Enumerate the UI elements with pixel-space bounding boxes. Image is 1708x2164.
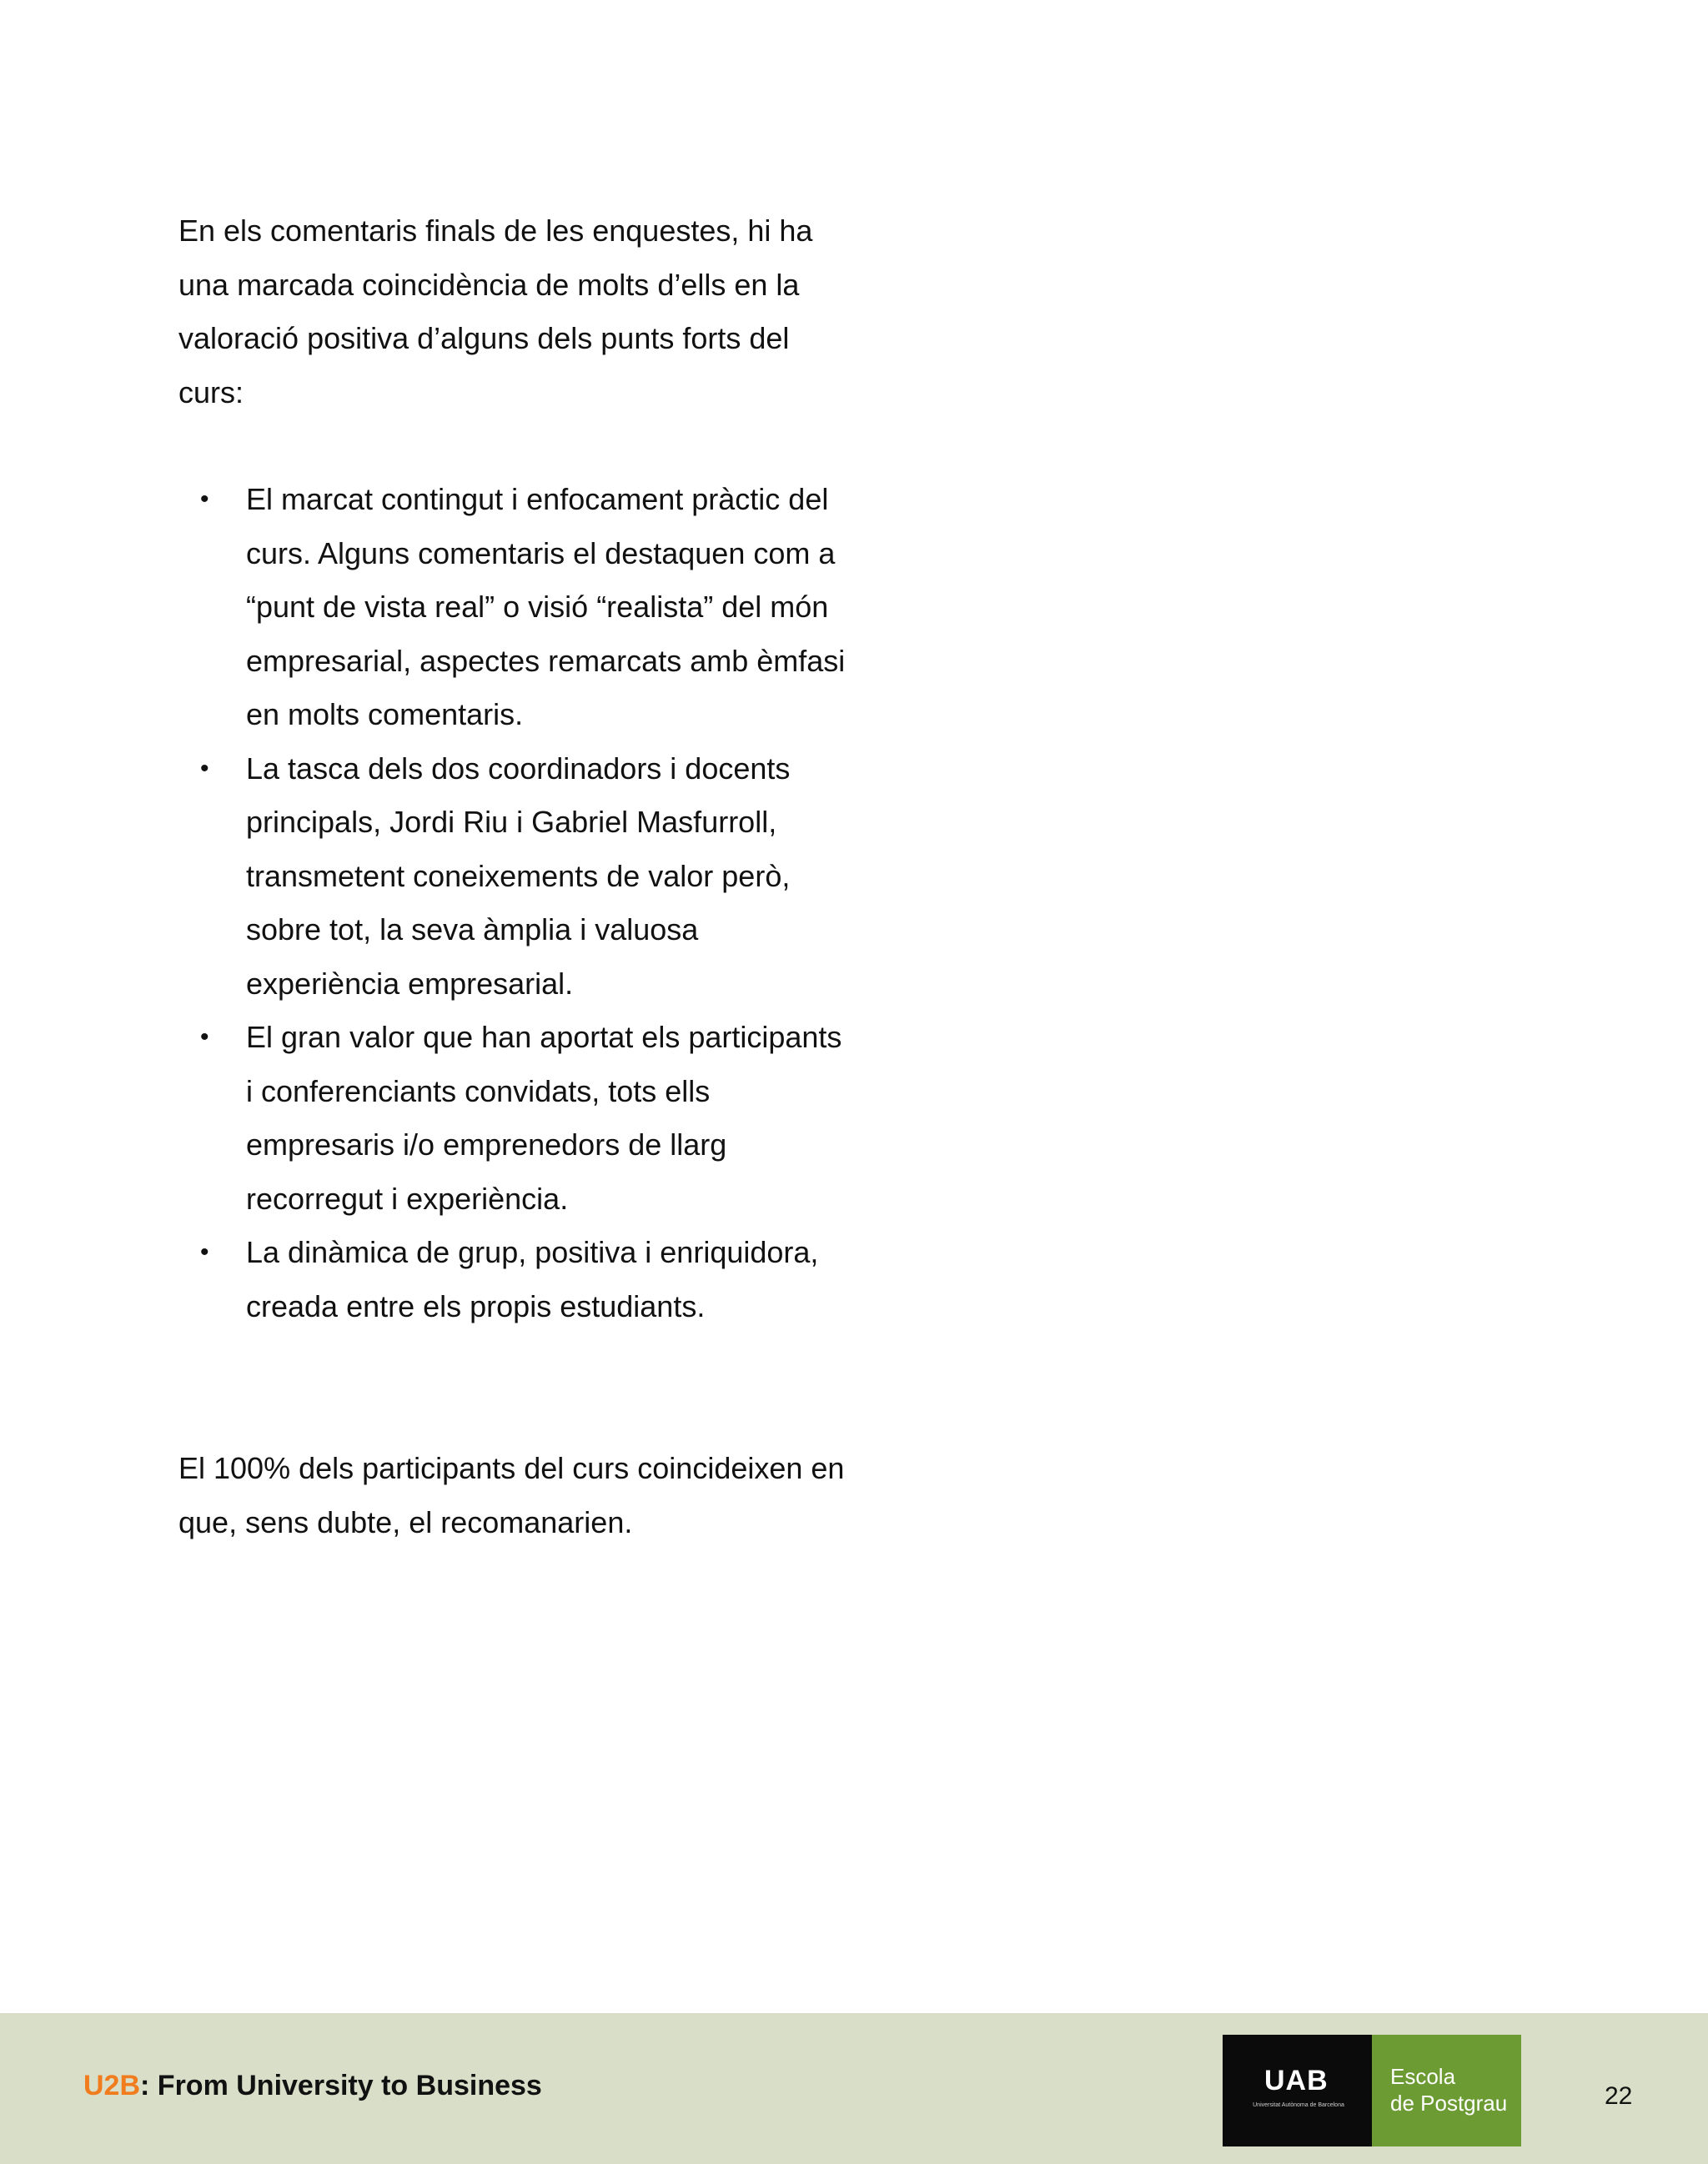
strengths-list — [178, 473, 846, 1333]
page-number: 22 — [1605, 2082, 1633, 2110]
list-item — [178, 1226, 846, 1333]
spacer — [178, 1333, 846, 1442]
list-item-text: El gran valor que han aportat els participants i conferenciants convidats, tots ells empresaris i/o emprenedors de llarg recorregut i experiència. — [246, 1020, 842, 1216]
bullet-icon: • — [200, 754, 209, 782]
list-item — [178, 473, 846, 742]
uab-logo-block — [1223, 2035, 1372, 2146]
list-item-text: El marcat contingut i enfocament pràctic del curs. Alguns comentaris el destaquen com a “punt de vista real” o visió “realista” del món empresarial, aspectes remarcats amb èmfasi en molts comentaris. — [246, 482, 846, 731]
page-footer — [0, 2013, 1708, 2164]
list-item-text: La dinàmica de grup, positiva i enriquidora, creada entre els propis estudiants. — [246, 1235, 819, 1323]
list-item-text: La tasca dels dos coordinadors i docents principals, Jordi Riu i Gabriel Masfurroll, transmetent coneixements de valor però, sobre tot, la seva àmplia i valuosa experiència empresarial. — [246, 751, 791, 1001]
intro-paragraph: En els comentaris finals de les enquestes, hi ha una marcada coincidència de molts d’ells en la valoració positiva d’alguns dels punts forts del curs: — [178, 213, 813, 409]
uab-escola-postgrau-logo — [1223, 2035, 1521, 2146]
list-item — [178, 742, 846, 1012]
bullet-icon: • — [200, 1238, 209, 1266]
escola-line: Escola — [1390, 2064, 1456, 2089]
document-body — [178, 204, 846, 1549]
escola-postgrau-block — [1372, 2035, 1521, 2146]
closing-paragraph: El 100% dels participants del curs coincideixen en que, sens dubte, el recomanarien. — [178, 1451, 845, 1539]
footer-brand: U2B — [83, 2070, 141, 2101]
uab-logo-mark: UAB — [1264, 2065, 1329, 2096]
list-item — [178, 1011, 846, 1226]
bullet-icon: • — [200, 1023, 209, 1051]
footer-title-text: : From University to Business — [140, 2070, 542, 2101]
bullet-icon: • — [200, 485, 209, 513]
escola-postgrau-text — [1390, 2063, 1507, 2116]
uab-logo-subtitle: Universitat Autònoma de Barcelona — [1253, 2102, 1344, 2108]
footer-title — [83, 2070, 542, 2102]
spacer — [178, 419, 846, 473]
postgrau-line: de Postgrau — [1390, 2091, 1508, 2116]
